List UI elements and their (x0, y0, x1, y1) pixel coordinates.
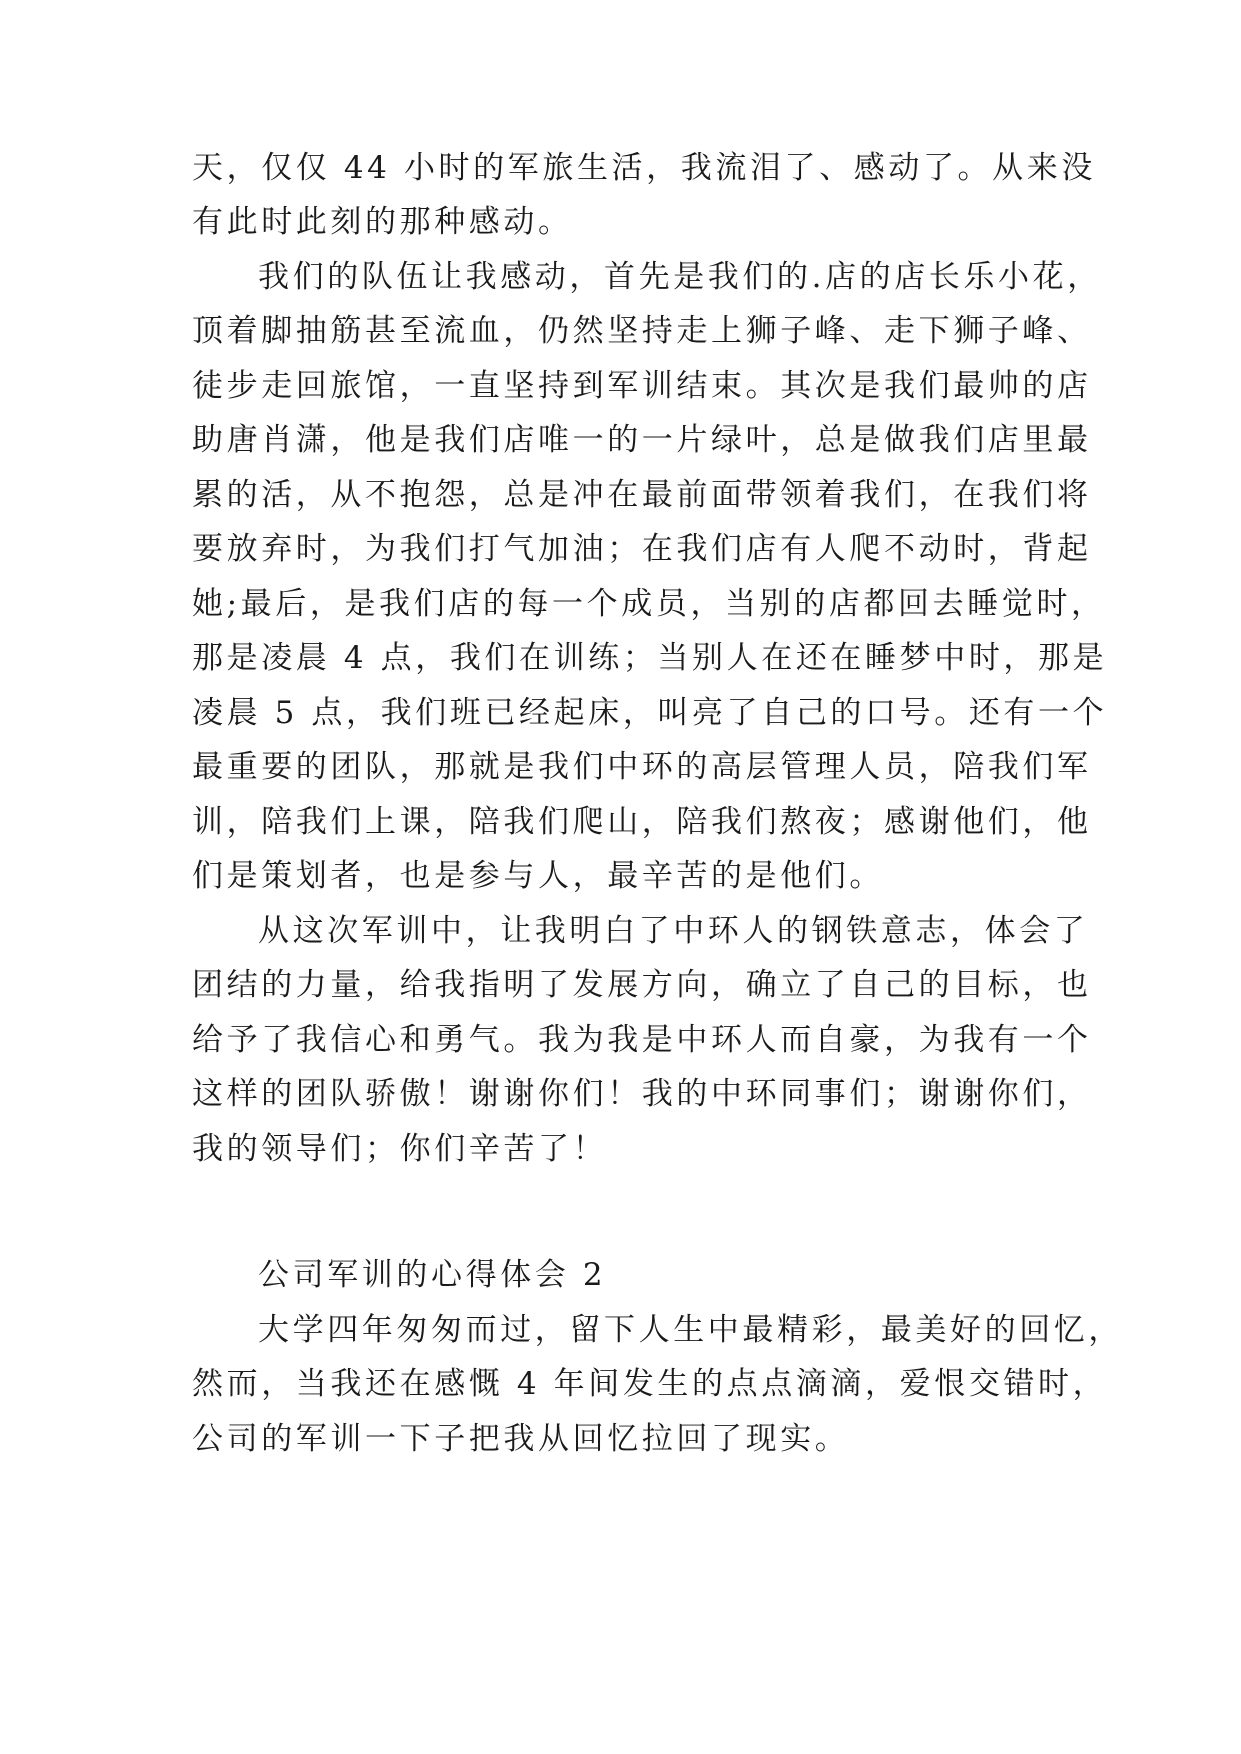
text-line: 有此时此刻的那种感动。 (192, 204, 573, 240)
text-line: 公司的军训一下子把我从回忆拉回了现实。 (192, 1421, 850, 1457)
text-line: 累的活，从不抱怨，总是冲在最前面带领着我们，在我们将 (192, 477, 1092, 513)
text-line: 团结的力量，给我指明了发展方向，确立了自己的目标，也 (192, 967, 1092, 1003)
text-line: 要放弃时，为我们打气加油；在我们店有人爬不动时，背起 (192, 531, 1092, 567)
text-line: 这样的团队骄傲！谢谢你们！我的中环同事们；谢谢你们， (192, 1076, 1092, 1112)
section-heading: 公司军训的心得体会 2 (258, 1257, 607, 1293)
paragraph-first-line: 从这次军训中，让我明白了中环人的钢铁意志，体会了 (258, 913, 1089, 949)
text-line: 她;最后，是我们店的每一个成员，当别的店都回去睡觉时， (192, 586, 1106, 622)
text-line: 凌晨 5 点，我们班已经起床，叫亮了自己的口号。还有一个 (192, 695, 1108, 731)
text-line: 们是策划者，也是参与人，最辛苦的是他们。 (192, 858, 884, 894)
text-line: 助唐肖潇，他是我们店唯一的一片绿叶，总是做我们店里最 (192, 422, 1092, 458)
paragraph-first-line: 大学四年匆匆而过，留下人生中最精彩，最美好的回忆， (258, 1312, 1123, 1348)
text-line: 那是凌晨 4 点，我们在训练；当别人在还在睡梦中时，那是 (192, 640, 1108, 676)
paragraph-first-line: 我们的队伍让我感动，首先是我们的.店的店长乐小花， (258, 259, 1102, 295)
text-line: 徒步走回旅馆，一直坚持到军训结束。其次是我们最帅的店 (192, 368, 1092, 404)
text-line: 给予了我信心和勇气。我为我是中环人而自豪，为我有一个 (192, 1022, 1092, 1058)
text-line: 然而，当我还在感慨 4 年间发生的点点滴滴，爱恨交错时， (192, 1366, 1108, 1402)
text-line: 天，仅仅 44 小时的军旅生活，我流泪了、感动了。从来没 (192, 150, 1096, 186)
text-line: 最重要的团队，那就是我们中环的高层管理人员，陪我们军 (192, 749, 1092, 785)
text-line: 我的领导们；你们辛苦了！ (192, 1131, 608, 1167)
text-line: 顶着脚抽筋甚至流血，仍然坚持走上狮子峰、走下狮子峰、 (192, 313, 1092, 349)
text-line: 训，陪我们上课，陪我们爬山，陪我们熬夜；感谢他们，他 (192, 804, 1092, 840)
